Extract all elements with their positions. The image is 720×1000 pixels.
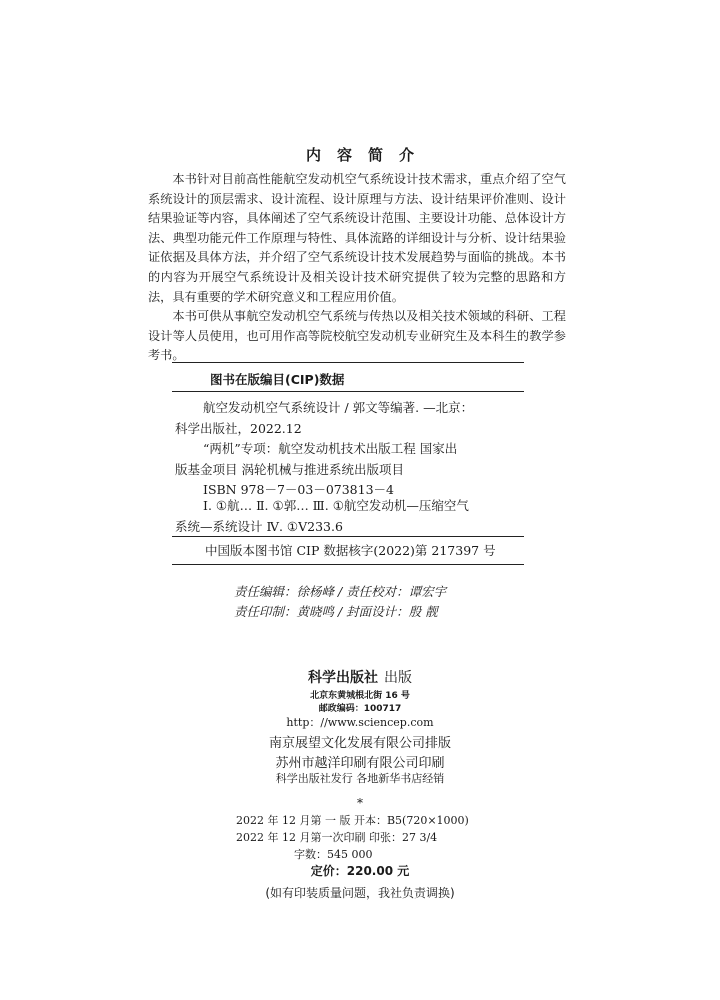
summary-paragraph-1: 本书针对目前高性能航空发动机空气系统设计技术需求，重点介绍了空气系统设计的顶层需求、设计流程、设计原理与方法、设计结果评价准则、设计结果验证等内容，具体阐述了空气系统设计范围、主要设计功能、总体设计方法、典型功能元件工作原理与特性、具体流路的详细设计与分析、设计结果验证依据及具体方法，并介绍了空气系统设计技术发展趋势与面临的挑战。本书的内容为开展空气系统设计及相关设计技术研究提供了较为完整的思路和方法，具有重要的学术研究意义和工程应用价值。 [148, 172, 566, 304]
cip-line: 科学出版社，2022.12 [175, 420, 302, 436]
distribution: 科学出版社发行 各地新华书店经销 [275, 772, 445, 785]
cip-line: 版基金项目 涡轮机械与推进系统出版项目 [175, 461, 404, 477]
cip-line: “两机”专项：航空发动机技术出版工程 国家出 [203, 441, 458, 456]
cip-heading: 图书在版编目(CIP)数据 [210, 372, 345, 387]
cip-line: Ⅰ. ①航… Ⅱ. ①郭… Ⅲ. ①航空发动机—压缩空气 [203, 498, 469, 513]
price: 定价：220.00 元 [310, 864, 410, 878]
typesetter: 南京展望文化发展有限公司排版 [268, 736, 451, 751]
edition-line: 2022 年 12 月第 一 版 开本：B5(720×1000) [236, 814, 469, 827]
credits-production: 责任印制：黄晓鸣 / 封面设计：殷 靓 [234, 604, 438, 619]
publisher-url: http：//www.sciencep.com [286, 716, 434, 729]
publisher-name-text: 科学出版社 [308, 670, 378, 686]
cip-classification [175, 496, 520, 537]
quality-note: (如有印装质量问题，我社负责调换) [265, 886, 455, 900]
word-count: 字数：545 000 [294, 848, 373, 861]
cip-record-number: 中国版本图书馆 CIP 数据核字(2022)第 217397 号 [205, 543, 496, 558]
cip-line: 航空发动机空气系统设计 / 郭文等编著. —北京： [203, 400, 474, 415]
summary-title: 内容简介 [305, 146, 430, 164]
printer: 苏州市越洋印刷有限公司印刷 [275, 756, 445, 771]
cip-top-rule [172, 362, 524, 363]
summary-paragraph-2: 本书可供从事航空发动机空气系统与传热以及相关技术领域的科研、工程设计等人员使用，也可用作高等院校航空发动机专业研究生及本科生的教学参考书。 [148, 309, 566, 363]
cip-heading-rule [172, 391, 524, 392]
cip-mid-rule [172, 536, 524, 537]
credits-editors: 责任编辑：徐杨峰 / 责任校对：谭宏宇 [234, 584, 447, 599]
cip-line: 系统—系统设计 Ⅳ. ①V233.6 [175, 518, 343, 534]
publisher-tail: 出版 [384, 670, 412, 686]
cip-line: ISBN 978－7－03－073813－4 [203, 482, 394, 497]
publisher-address: 北京东黄城根北街 16 号 [310, 691, 410, 701]
printing-line: 2022 年 12 月第一次印刷 印张：27 3/4 [236, 831, 438, 844]
separator-star: * [357, 796, 363, 810]
summary-body [148, 170, 566, 366]
publisher-zip: 邮政编码：100717 [318, 704, 402, 714]
cip-record [175, 398, 520, 501]
cip-bottom-rule [172, 564, 524, 565]
publisher-name [0, 667, 720, 687]
